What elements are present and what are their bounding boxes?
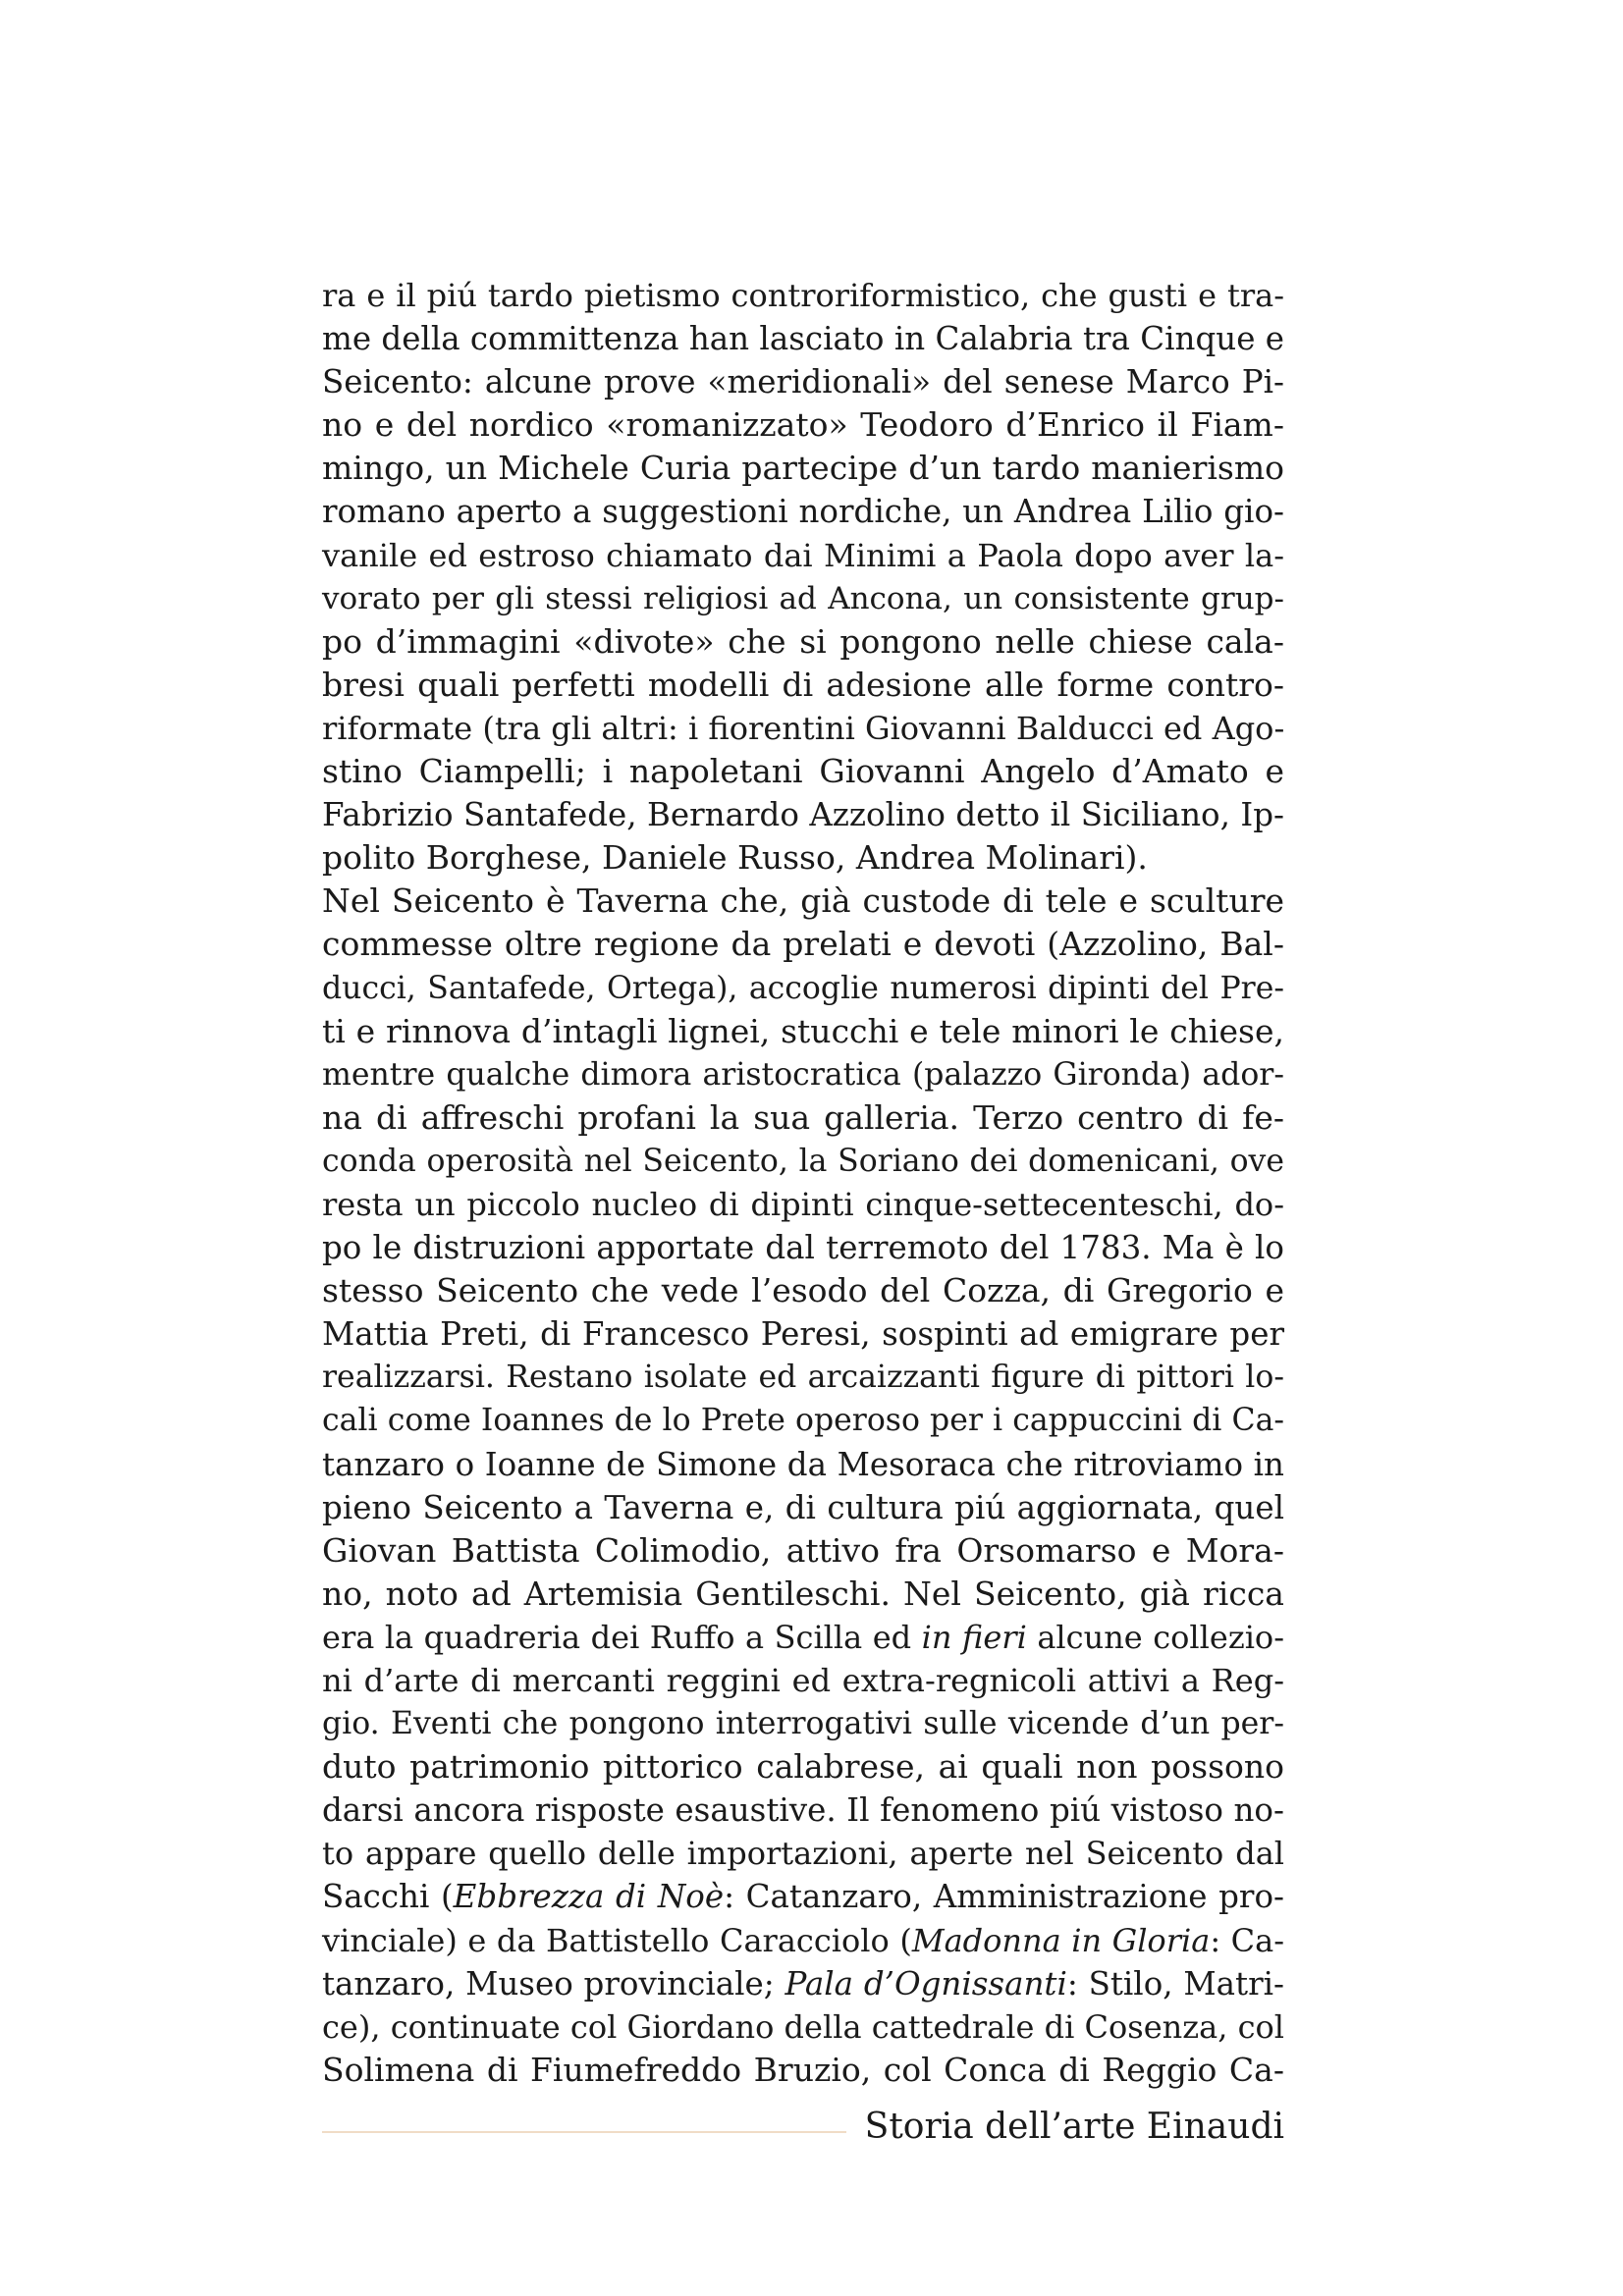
text-line: Mattia Preti, di Francesco Peresi, sospinti ad emigrare per [322, 1315, 1284, 1354]
text-line: me della committenza han lasciato in Calabria tra Cinque e [322, 320, 1284, 358]
text-line-segment: vinciale) e da Battistello Caracciolo ( [322, 1921, 912, 1959]
text-line: bresi quali perfetti modelli di adesione alle forme contro- [322, 665, 1284, 704]
text-line: realizzarsi. Restano isolate ed arcaizzanti figure di pittori lo- [322, 1360, 1284, 1396]
italic-title: Pala d’Ognissanti [784, 1964, 1067, 2002]
text-line-segment: : Ca- [1210, 1921, 1285, 1959]
text-line: no e del nordico «romanizzato» Teodoro d’Enrico il Fiam- [322, 405, 1284, 445]
italic-title: Madonna in Gloria [911, 1921, 1211, 1959]
footer-rule [322, 2131, 846, 2133]
text-line: gio. Eventi che pongono interrogativi sulle vicende d’un per- [322, 1706, 1284, 1742]
text-line: Giovan Battista Colimodio, attivo fra Orsomarso e Mora- [322, 1530, 1284, 1570]
text-line [322, 1919, 1284, 1962]
text-line: duto patrimonio pittorico calabrese, ai quali non possono [322, 1747, 1284, 1787]
italic-title: Ebbrezza di Noè [453, 1878, 725, 1916]
text-line-segment: : Stilo, Matri- [1066, 1964, 1285, 2002]
text-line [322, 1962, 1284, 2005]
text-line: ducci, Santafede, Ortega), accoglie numerosi dipinti del Pre- [322, 970, 1284, 1006]
body-text [322, 274, 1284, 2092]
text-line: tanzaro o Ioanne de Simone da Mesoraca che ritroviamo in [322, 1445, 1284, 1483]
text-line: pieno Seicento a Taverna e, di cultura piú aggiornata, quel [322, 1488, 1284, 1526]
text-line: mentre qualche dimora aristocratica (palazzo Gironda) ador- [322, 1056, 1284, 1093]
text-line: ra e il piú tardo pietismo controriformistico, che gusti e tra- [322, 277, 1284, 314]
text-line: na di affreschi profani la sua galleria. Terzo centro di fe- [322, 1097, 1284, 1137]
text-line-segment: tanzaro, Museo provinciale; [322, 1964, 785, 2002]
text-line: ti e rinnova d’intagli lignei, stucchi e tele minori le chiese, [322, 1011, 1284, 1050]
text-line: riformate (tra gli altri: i fiorentini Giovanni Balducci ed Ago- [322, 709, 1285, 747]
text-line: Solimena di Fiumefreddo Bruzio, col Conca di Reggio Ca- [322, 2050, 1284, 2089]
text-line: ce), continuate col Giordano della cattedrale di Cosenza, col [322, 2007, 1284, 2046]
footer-title: Storia dell’arte Einaudi [864, 2107, 1284, 2147]
text-line: po le distruzioni apportate dal terremoto del 1783. Ma è lo [322, 1229, 1284, 1267]
text-line: po d’immagini «divote» che si pongono nelle chiese cala- [322, 621, 1284, 661]
text-line: darsi ancora risposte esaustive. Il fenomeno piú vistoso no- [322, 1791, 1284, 1830]
text-line: vorato per gli stessi religiosi ad Ancona, un consistente grup- [322, 580, 1284, 616]
text-line: commesse oltre regione da prelati e devoti (Azzolino, Bal- [322, 925, 1284, 964]
text-line-segment: era la quadreria dei Ruffo a Scilla ed [322, 1618, 922, 1656]
text-line: mingo, un Michele Curia partecipe d’un tardo manierismo [322, 449, 1284, 488]
text-line: resta un piccolo nucleo di dipinti cinque-settecenteschi, do- [322, 1185, 1284, 1223]
italic-title: in fieri [921, 1618, 1027, 1656]
text-line: romano aperto a suggestioni nordiche, un Andrea Lilio gio- [322, 493, 1284, 531]
text-line: to appare quello delle importazioni, aperte nel Seicento dal [322, 1835, 1284, 1873]
text-line: conda operosità nel Seicento, la Soriano dei domenicani, ove [322, 1143, 1284, 1179]
text-line: no, noto ad Artemisia Gentileschi. Nel Seicento, già ricca [322, 1574, 1284, 1613]
text-line-segment: Sacchi ( [322, 1878, 454, 1916]
text-line: Nel Seicento è Taverna che, già custode di tele e sculture [322, 881, 1284, 921]
text-line: polito Borghese, Daniele Russo, Andrea Molinari). [322, 838, 1148, 878]
text-line: vanile ed estroso chiamato dai Minimi a Paola dopo aver la- [322, 536, 1284, 574]
text-line-segment: : Catanzaro, Amministrazione pro- [724, 1878, 1284, 1916]
text-line [322, 1616, 1284, 1659]
text-line: stesso Seicento che vede l’esodo del Cozza, di Gregorio e [322, 1271, 1284, 1310]
text-line: cali come Ioannes de lo Prete operoso per i cappuccini di Ca- [322, 1403, 1284, 1439]
text-line-segment: alcune collezio- [1026, 1618, 1285, 1656]
text-line [322, 1875, 1284, 1918]
text-line: Seicento: alcune prove «meridionali» del senese Marco Pi- [322, 363, 1284, 401]
text-line: ni d’arte di mercanti reggini ed extra-regnicoli attivi a Reg- [322, 1662, 1284, 1699]
text-line: Fabrizio Santafede, Bernardo Azzolino detto il Siciliano, Ip- [322, 796, 1284, 834]
text-line: stino Ciampelli; i napoletani Giovanni Angelo d’Amato e [322, 752, 1284, 791]
